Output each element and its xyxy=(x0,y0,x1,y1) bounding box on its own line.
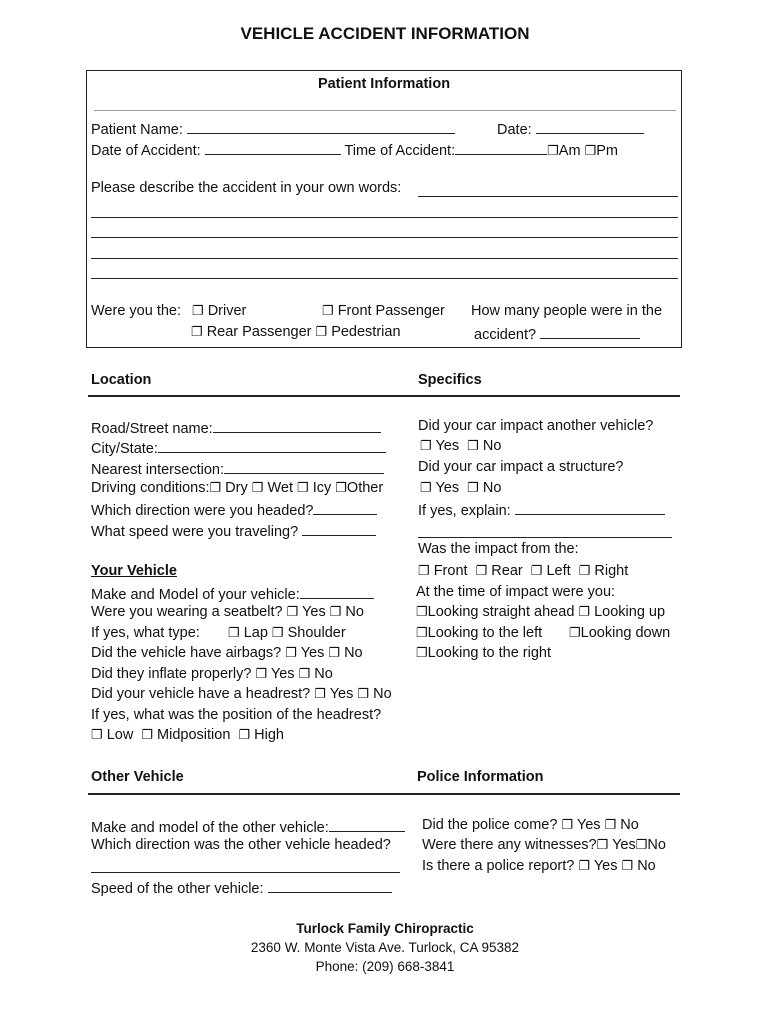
front-label: Front xyxy=(433,563,468,579)
low-checkbox[interactable]: ❐ xyxy=(91,727,103,742)
make-model-label: Make and Model of your vehicle: xyxy=(91,587,300,603)
specifics-header: Specifics xyxy=(418,372,482,388)
describe-line[interactable] xyxy=(91,258,678,259)
were-you-label: Were you the: xyxy=(91,303,182,319)
yes-label: Yes xyxy=(593,858,618,874)
describe-line[interactable] xyxy=(91,237,678,238)
rear-passenger-checkbox[interactable]: ❐ xyxy=(191,324,203,339)
yes-label: Yes xyxy=(435,480,460,496)
witnesses-no-checkbox[interactable]: ❐ xyxy=(635,837,648,852)
road-field[interactable] xyxy=(213,418,381,433)
no-label: No xyxy=(314,666,333,682)
witnesses-label: Were there any witnesses? xyxy=(422,837,597,853)
seatbelt-row xyxy=(91,604,364,620)
report-label: Is there a police report? xyxy=(422,858,575,874)
date-label: Date: xyxy=(497,122,532,138)
rear-passenger-label: Rear Passenger xyxy=(206,324,312,340)
make-model-field[interactable] xyxy=(300,584,374,599)
page-title: VEHICLE ACCIDENT INFORMATION xyxy=(240,24,530,43)
no-label: No xyxy=(482,438,502,454)
seatbelt-yes-checkbox[interactable]: ❐ xyxy=(286,604,299,619)
other-speed-field[interactable] xyxy=(268,878,392,893)
impact-structure-options xyxy=(420,480,501,496)
police-come-row xyxy=(422,817,639,833)
at-time-label: At the time of impact were you: xyxy=(416,584,616,600)
report-no-checkbox[interactable]: ❐ xyxy=(621,858,634,873)
yes-label: Yes xyxy=(302,604,326,620)
no-label: No xyxy=(637,858,656,874)
low-label: Low xyxy=(106,727,134,743)
how-many-row xyxy=(474,324,640,343)
driver-label: Driver xyxy=(207,303,247,319)
other-checkbox[interactable]: ❐ xyxy=(335,480,347,495)
icy-label: Icy xyxy=(312,480,332,496)
looking-down-option xyxy=(569,625,670,641)
section-divider xyxy=(88,395,680,397)
driver-option[interactable] xyxy=(192,303,246,319)
describe-line[interactable] xyxy=(418,196,678,197)
wet-label: Wet xyxy=(267,480,293,496)
headrest-yes-checkbox[interactable]: ❐ xyxy=(314,686,326,701)
accident-date-row xyxy=(91,140,618,159)
speed-field[interactable] xyxy=(302,521,376,536)
accident-time-field[interactable] xyxy=(455,140,547,155)
impact-from-options xyxy=(418,563,628,579)
yes-label: Yes xyxy=(270,666,295,682)
impact-vehicle-options xyxy=(420,438,501,454)
inflate-row xyxy=(91,666,333,682)
city-field[interactable] xyxy=(158,438,386,453)
explain-field[interactable] xyxy=(515,500,665,515)
pedestrian-label: Pedestrian xyxy=(331,324,401,340)
footer-phone: Phone: (209) 668-3841 xyxy=(315,959,455,974)
police-come-label: Did the police come? xyxy=(422,817,558,833)
footer-name: Turlock Family Chiropractic xyxy=(296,921,474,936)
intersection-row xyxy=(91,459,384,478)
front-passenger-option[interactable] xyxy=(322,303,445,319)
yes-label: Yes xyxy=(435,438,460,454)
impact-vehicle-no-checkbox[interactable]: ❐ xyxy=(467,438,479,453)
airbags-yes-checkbox[interactable]: ❐ xyxy=(285,645,297,660)
other-make-row xyxy=(91,817,405,836)
impact-structure-no-checkbox[interactable]: ❐ xyxy=(467,480,479,495)
other-speed-row xyxy=(91,878,392,897)
conditions-row xyxy=(91,480,383,496)
seatbelt-label: Were you wearing a seatbelt? xyxy=(91,604,283,620)
type-label: If yes, what type: xyxy=(91,625,200,641)
looking-row-3 xyxy=(416,645,551,661)
inflate-yes-checkbox[interactable]: ❐ xyxy=(255,666,268,681)
other-make-label: Make and model of the other vehicle: xyxy=(91,820,329,836)
other-label: Other xyxy=(346,480,384,496)
impact-vehicle-yes-checkbox[interactable]: ❐ xyxy=(420,438,432,453)
your-vehicle-header: Your Vehicle xyxy=(91,563,177,579)
describe-label: Please describe the accident in your own words: xyxy=(91,180,402,196)
left-checkbox[interactable]: ❐ xyxy=(530,563,543,578)
no-label: No xyxy=(345,604,364,620)
am-label: Am xyxy=(558,143,581,159)
police-header: Police Information xyxy=(417,769,544,785)
high-checkbox[interactable]: ❐ xyxy=(238,727,251,742)
patient-name-field[interactable] xyxy=(187,119,455,134)
speed-label: What speed were you traveling? xyxy=(91,524,299,540)
mid-label: Midposition xyxy=(157,727,231,743)
impact-from-label: Was the impact from the: xyxy=(418,541,579,557)
shoulder-checkbox[interactable]: ❐ xyxy=(271,625,284,640)
high-label: High xyxy=(254,727,284,743)
witnesses-row xyxy=(422,837,666,853)
to-left-checkbox[interactable]: ❐ xyxy=(416,625,428,640)
intersection-label: Nearest intersection: xyxy=(91,462,224,478)
date-row xyxy=(497,119,644,138)
looking-row-2 xyxy=(416,625,542,641)
rear-label: Rear xyxy=(491,563,523,579)
up-label: Looking up xyxy=(594,604,666,620)
airbags-row xyxy=(91,645,363,661)
airbags-no-checkbox[interactable]: ❐ xyxy=(328,645,341,660)
road-label: Road/Street name: xyxy=(91,421,213,437)
city-row xyxy=(91,438,386,457)
police-come-no-checkbox[interactable]: ❐ xyxy=(604,817,617,832)
pedestrian-checkbox[interactable]: ❐ xyxy=(315,324,328,339)
impact-structure-label: Did your car impact a structure? xyxy=(418,459,624,475)
accident-date-field[interactable] xyxy=(205,140,341,155)
how-many-label-1: How many people were in the xyxy=(471,303,663,319)
direction-field[interactable] xyxy=(313,500,377,515)
left-label: Left xyxy=(546,563,571,579)
how-many-label-2: accident? xyxy=(474,327,537,343)
rear-checkbox[interactable]: ❐ xyxy=(475,563,488,578)
up-checkbox[interactable]: ❐ xyxy=(578,604,591,619)
yes-label: Yes xyxy=(329,686,354,702)
yes-label: Yes xyxy=(576,817,601,833)
patient-name-label: Patient Name: xyxy=(91,122,183,138)
other-direction-line[interactable] xyxy=(91,872,400,873)
front-checkbox[interactable]: ❐ xyxy=(418,563,430,578)
accident-time-label: Time of Accident: xyxy=(344,143,456,159)
inflate-no-checkbox[interactable]: ❐ xyxy=(298,666,311,681)
describe-line[interactable] xyxy=(91,278,678,279)
driver-checkbox[interactable]: ❐ xyxy=(192,303,204,318)
patient-name-row xyxy=(91,119,455,138)
accident-date-label: Date of Accident: xyxy=(91,143,201,159)
date-field[interactable] xyxy=(536,119,644,134)
shoulder-label: Shoulder xyxy=(287,625,346,641)
describe-line[interactable] xyxy=(91,217,678,218)
other-speed-label: Speed of the other vehicle: xyxy=(91,881,264,897)
other-vehicle-header: Other Vehicle xyxy=(91,769,184,785)
dry-checkbox[interactable]: ❐ xyxy=(209,480,222,495)
witnesses-yes-checkbox[interactable]: ❐ xyxy=(596,837,609,852)
position-options xyxy=(91,727,284,743)
lap-checkbox[interactable]: ❐ xyxy=(228,625,240,640)
inflate-label: Did they inflate properly? xyxy=(91,666,252,682)
looking-row-1 xyxy=(416,604,665,620)
down-label: Looking down xyxy=(580,625,671,641)
location-header: Location xyxy=(91,372,152,388)
rear-passenger-option[interactable] xyxy=(191,324,401,340)
city-label: City/State: xyxy=(91,441,158,457)
no-label: No xyxy=(647,837,666,853)
explain-row xyxy=(418,500,665,519)
headrest-row xyxy=(91,686,392,702)
other-direction-label: Which direction was the other vehicle headed? xyxy=(91,837,391,853)
other-make-field[interactable] xyxy=(329,817,405,832)
impact-structure-yes-checkbox[interactable]: ❐ xyxy=(420,480,432,495)
explain-line[interactable] xyxy=(418,537,672,538)
no-label: No xyxy=(373,686,392,702)
headrest-no-checkbox[interactable]: ❐ xyxy=(357,686,370,701)
position-label: If yes, what was the position of the headrest? xyxy=(91,707,382,723)
am-checkbox[interactable]: ❐ xyxy=(547,143,559,158)
how-many-field[interactable] xyxy=(540,324,640,339)
impact-vehicle-label: Did your car impact another vehicle? xyxy=(418,418,654,434)
lap-label: Lap xyxy=(243,625,268,641)
dry-label: Dry xyxy=(225,480,248,496)
no-label: No xyxy=(344,645,363,661)
explain-label: If yes, explain: xyxy=(418,503,511,519)
to-right-label: Looking to the right xyxy=(427,645,551,661)
speed-row xyxy=(91,521,376,540)
footer-address: 2360 W. Monte Vista Ave. Turlock, CA 95382 xyxy=(250,940,520,955)
report-yes-checkbox[interactable]: ❐ xyxy=(578,858,591,873)
icy-checkbox[interactable]: ❐ xyxy=(297,480,309,495)
conditions-label: Driving conditions: xyxy=(91,480,210,496)
no-label: No xyxy=(620,817,639,833)
yes-label: Yes xyxy=(612,837,636,853)
right-checkbox[interactable]: ❐ xyxy=(578,563,591,578)
section-divider xyxy=(88,793,680,795)
straight-label: Looking straight ahead xyxy=(427,604,575,620)
direction-row xyxy=(91,500,377,519)
direction-label: Which direction were you headed? xyxy=(91,503,314,519)
to-left-label: Looking to the left xyxy=(427,625,543,641)
yes-label: Yes xyxy=(300,645,325,661)
wet-checkbox[interactable]: ❐ xyxy=(251,480,264,495)
intersection-field[interactable] xyxy=(224,459,384,474)
straight-checkbox[interactable]: ❐ xyxy=(416,604,428,619)
divider xyxy=(94,110,676,111)
type-options xyxy=(228,625,346,641)
police-come-yes-checkbox[interactable]: ❐ xyxy=(561,817,574,832)
front-passenger-checkbox[interactable]: ❐ xyxy=(322,303,334,318)
to-right-checkbox[interactable]: ❐ xyxy=(416,645,428,660)
airbags-label: Did the vehicle have airbags? xyxy=(91,645,282,661)
seatbelt-no-checkbox[interactable]: ❐ xyxy=(329,604,342,619)
pm-checkbox[interactable]: ❐ xyxy=(584,143,597,158)
report-row xyxy=(422,858,656,874)
no-label: No xyxy=(482,480,502,496)
mid-checkbox[interactable]: ❐ xyxy=(141,727,154,742)
make-model-row xyxy=(91,584,374,603)
down-checkbox[interactable]: ❐ xyxy=(569,625,581,640)
patient-info-header: Patient Information xyxy=(317,76,451,92)
front-passenger-label: Front Passenger xyxy=(337,303,445,319)
road-row xyxy=(91,418,381,437)
right-label: Right xyxy=(594,563,629,579)
pm-label: Pm xyxy=(596,143,618,159)
headrest-label: Did your vehicle have a headrest? xyxy=(91,686,311,702)
